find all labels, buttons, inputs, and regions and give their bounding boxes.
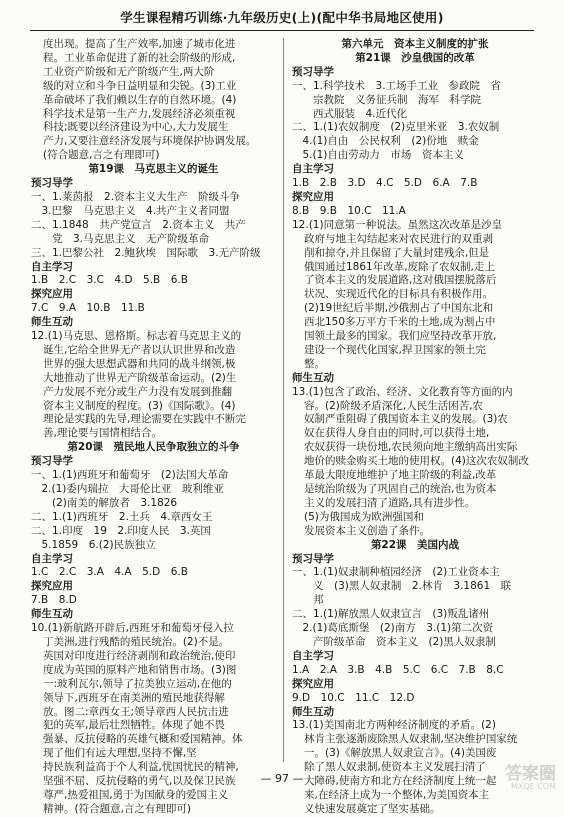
- text-line: 尊严,热爱祖国,勇于为国献身的爱国主义: [43, 788, 229, 801]
- subsection-label: 探究应用: [31, 288, 73, 301]
- text-line: 宗教院 义务征兵制 海军 科学院: [292, 93, 481, 106]
- left-column: [31, 38, 276, 815]
- column-divider: [283, 38, 284, 762]
- page-header: [30, 6, 534, 31]
- text-line: 8.B 9.B 10.C 11.A: [292, 204, 406, 217]
- text-line: 放。图二:章西女王;领导章西人民抗击进: [43, 705, 229, 718]
- text-line: 奴在获得人身自由的同时,可以获得土地,: [304, 427, 490, 440]
- text-line: 削和掠夺,并且保留了大量封建残余,但是: [304, 246, 490, 259]
- text-line: 地价的赎金购买土地的使用权。(4)这次农奴制改: [304, 455, 529, 468]
- text-line: 俄国通过1861年改革,废除了农奴制,走上: [304, 260, 495, 273]
- text-line: 状况、实现近代化的目标具有积极作用。: [304, 288, 493, 301]
- text-line: 革命破坏了我们赖以生存的自然环境。(4): [43, 93, 237, 106]
- text-line: (2)南美的解放者 3.1826: [31, 496, 178, 509]
- watermark-text: 答案圈: [505, 764, 556, 784]
- text-line: 世界的强大思想武器和共同的战斗纲领,极: [43, 357, 236, 370]
- text-line: 1.A 2.A 3.B 4.B 5.C 6.C 7.B 8.C: [292, 663, 504, 676]
- text-line: 二、1.(1)解放黑人奴隶宣言 (3)叛乱诸州: [292, 608, 490, 621]
- subsection-label: 预习导学: [31, 455, 73, 468]
- header-title: 学生课程精巧训练·九年级历史(上)(配中华书局地区使用): [120, 10, 444, 25]
- subsection-label: 预习导学: [292, 552, 334, 565]
- section-heading: 第19课 马克思主义的诞生: [88, 163, 219, 176]
- subsection-label: 师生互动: [292, 705, 334, 718]
- text-line: 坚强不屈、反抗侵略的勇气,以及保卫民族: [43, 775, 236, 788]
- text-line: 3.巴黎 马克思主义 4.共产主义者同盟: [31, 204, 230, 217]
- text-line: 9.D 10.C 11.C 12.D: [292, 691, 415, 704]
- text-line: 7.B 8.D: [31, 594, 77, 607]
- watermark-logo: [438, 766, 556, 796]
- text-line: 林肯主张逐渐废除黑人奴隶制,坚决维护国家统: [304, 733, 518, 746]
- text-line: 来,在经济上成为一个整体,为美国资本主: [304, 788, 490, 801]
- text-line: 三、1.巴黎公社 2.鲍狄埃 国际歌 3.无产阶级: [31, 246, 261, 259]
- text-line: 西式服装 4.近代化: [292, 107, 408, 120]
- text-line: 产力,又要注意经济发展与环境保护协调发展。: [43, 135, 257, 148]
- text-line: 一、1.莱茵报 2.资本主义大生产 阶级斗争: [31, 190, 241, 203]
- text-line: 整。: [304, 357, 325, 370]
- subsection-label: 自主学习: [292, 649, 334, 662]
- text-line: 现了他们有远大理想,坚持不懈,坚: [43, 747, 197, 760]
- text-line: 10.(1)新航路开辟后,西班牙和葡萄牙侵入拉: [31, 622, 234, 635]
- text-line: 4.(1)自由 公民权利 (2)份地 赎金: [292, 135, 479, 148]
- text-line: 容。(2)阶级矛盾深化,人民生活困苦,农: [304, 399, 484, 412]
- text-line: 13.(1)包含了政治、经济、文化教育等方面的内: [292, 385, 513, 398]
- text-line: 持民族利益高于个人利益,忧国忧民的精神,: [43, 761, 239, 774]
- text-line: 一、1.科学技术 3.工场手工业 参政院 省: [292, 79, 502, 92]
- text-line: 一。(3)《解放黑人奴隶宣言》。(4)美国废: [304, 747, 497, 760]
- text-line: 大障碍,使南方和北方在经济制度上统一起: [304, 775, 497, 788]
- text-line: 13.(1)美国南北方两种经济制度的矛盾。(2): [292, 719, 496, 732]
- text-line: (2)19世纪后半期,沙俄割占了中国东北和: [304, 302, 494, 315]
- text-line: 党 3.马克思主义 无产阶级革命: [31, 232, 210, 245]
- text-line: 2.(1)委内瑞拉 大哥伦比亚 玻利维亚: [31, 483, 224, 495]
- text-line: 是统治阶级为了巩固自己的统治,也为资本: [304, 483, 497, 495]
- text-line: 义 (3)黑人奴隶制 2.林肯 3.1861 联: [292, 580, 512, 593]
- text-line: 义快速发展奠定了坚实基础。: [304, 802, 441, 815]
- text-line: 资本主义制度的程度。(3)《国际歌》。(4): [43, 399, 236, 412]
- text-line: 主义的发展扫清了道路,具有进步性。: [304, 496, 476, 509]
- subsection-label: 自主学习: [31, 260, 73, 273]
- text-line: 1.B 2.C 3.C 4.D 5.B 6.B: [31, 274, 188, 287]
- subsection-label: 预习导学: [31, 177, 73, 190]
- text-line: 善,理论要与国情相结合。: [43, 427, 162, 440]
- subsection-label: 师生互动: [31, 608, 73, 621]
- text-line: 理论是实践的先导,理论需要在实践中不断完: [43, 413, 246, 426]
- subsection-label: 探究应用: [31, 580, 73, 593]
- section-heading: 第22课 美国内战: [370, 538, 460, 551]
- text-line: 二、1.印度 19 2.印度人民 3.英国: [31, 524, 211, 537]
- text-line: 西北150多万平方千米的土地,成为割占中: [304, 316, 496, 329]
- subsection-label: 探究应用: [292, 190, 334, 203]
- text-line: 工业资产阶级和无产阶级产生,两大阶: [43, 65, 215, 78]
- text-line: 建设一个现代化国家,捍卫国家的领土完: [304, 343, 486, 356]
- text-line: (符合题意,言之有理即可): [43, 149, 160, 162]
- text-line: 二、1.(1)西班牙 2.土兵 4.章西女王: [31, 510, 213, 523]
- text-line: 国领土最多的国家。我们应坚持改革开放,: [304, 330, 497, 343]
- text-line: 二、1.(1)农奴制度 (2)克里米亚 3.农奴制: [292, 121, 500, 134]
- text-line: 发展资本主义创造了条件。: [304, 524, 430, 537]
- text-line: 1.B 2.B 3.D 4.C 5.D 6.A 7.B: [292, 177, 478, 190]
- text-line: 2.(1)葛底斯堡 (2)南方 3.(1)第二次资: [292, 622, 494, 635]
- subsection-label: 自主学习: [292, 163, 334, 176]
- text-line: 除了黑人奴隶制,使资本主义发展扫清了: [304, 761, 486, 774]
- text-line: 邦: [292, 594, 324, 607]
- text-line: 诞生,它给全世界无产者以认识世界和改造: [43, 343, 236, 356]
- text-line: 奴制严重阻碍了俄国资本主义的发展。(3)农: [304, 413, 508, 426]
- text-line: 农奴获得一块份地,农民须向地主缴纳高出实际: [304, 441, 518, 454]
- subsection-label: 自主学习: [31, 552, 73, 565]
- page-number: — 97 —: [260, 772, 304, 785]
- text-line: 革最大限度地维护了地主阶级的利益,改革: [304, 469, 497, 482]
- text-line: 大地推动了世界无产阶级革命运动。(2)生: [43, 371, 237, 384]
- text-line: 12.(1)马克思、恩格斯。标志着马克思主义的: [31, 330, 242, 343]
- text-line: 一、1.(1)奴隶制种植园经济 (2)工业资本主: [292, 566, 500, 579]
- section-heading: 第20课 殖民地人民争取独立的斗争: [67, 441, 240, 454]
- text-line: 度成为英国的原料产地和销售市场。(3)图: [43, 663, 237, 676]
- text-line: 产阶级革命 资本主义 (2)黑人奴隶制: [292, 635, 496, 648]
- text-line: 产力发展不充分或生产力没有发展到推翻: [43, 385, 232, 398]
- text-line: 一、1.(1)西班牙和葡萄牙 (2)法国大革命: [31, 469, 229, 482]
- text-line: (5)为俄国成为欧洲强国和: [304, 510, 424, 523]
- text-line: 犯的英军,最后壮烈牺牲。体现了她不畏: [43, 719, 225, 732]
- text-line: 1.C 2.C 3.A 4.A 5.D 6.B: [31, 566, 188, 579]
- text-line: 政府与地主勾结起来对农民进行的双重剥: [304, 232, 493, 245]
- subsection-label: 探究应用: [292, 677, 334, 690]
- text-line: 级的对立和斗争日益明显和尖锐。(3)工业: [43, 79, 237, 92]
- text-line: 领导下,西班牙在南美洲的殖民地获得解: [43, 691, 225, 704]
- subsection-label: 师生互动: [31, 316, 73, 329]
- subsection-label: 预习导学: [292, 65, 334, 78]
- text-line: 12.(1)同意第一种说法。虽然这次改革是沙皇: [292, 218, 503, 231]
- text-line: 7.C 9.A 10.B 11.B: [31, 302, 145, 315]
- watermark-url: MXQE.COM: [510, 782, 556, 791]
- text-line: 度出现。提高了生产效率,加速了城市化进: [43, 38, 236, 50]
- text-line: 精神。(符合题意,言之有理即可): [43, 802, 192, 815]
- section-heading: 第六单元 资本主义制度的扩张: [341, 38, 489, 50]
- text-line: 一:玻利瓦尔,领导了拉美独立运动,在他的: [43, 677, 232, 690]
- text-line: 科学技术是第一生产力,发展经济必须重视: [43, 107, 236, 120]
- text-line: 程。工业革命促进了新的社会阶级的形成,: [43, 51, 236, 64]
- text-line: 丁美洲,进行残酷的殖民统治。(2)不是。: [43, 635, 230, 648]
- subsection-label: 师生互动: [292, 371, 334, 384]
- text-line: 二、1.1848 共产党宣言 2.资本主义 共产: [31, 218, 246, 231]
- text-line: 强暴、反抗侵略的英雄气概和爱国精神。体: [43, 733, 243, 746]
- text-line: 了资本主义的发展道路,这对俄国摆脱落后: [304, 274, 497, 287]
- section-heading: 第21课 沙皇俄国的改革: [355, 51, 475, 64]
- text-line: 5.1859 6.(2)民族独立: [31, 538, 156, 551]
- text-line: 科技;既要以经济建设为中心,大力发展生: [43, 121, 229, 134]
- text-line: 5.(1)自由劳动力 市场 资本主义: [292, 149, 464, 162]
- text-line: 英国对印度进行经济剥削和政治统治,使印: [43, 649, 236, 662]
